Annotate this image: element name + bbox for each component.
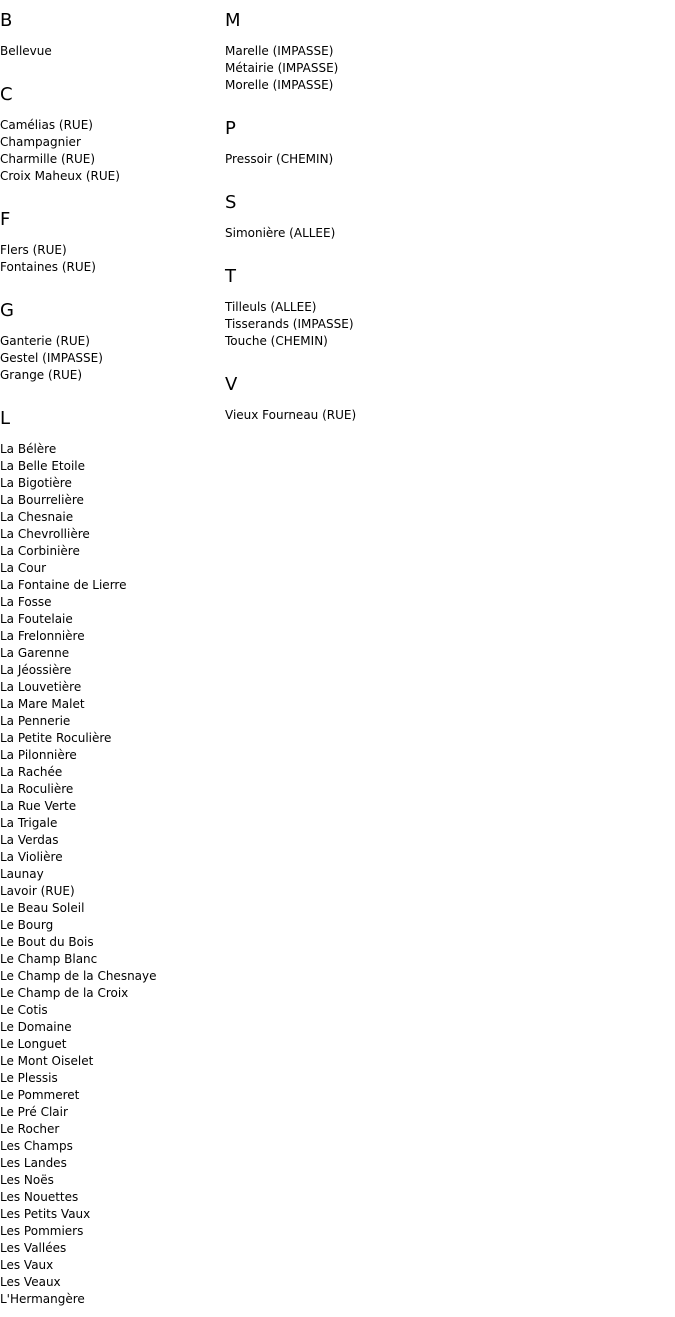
letter-group-f bbox=[0, 208, 220, 276]
street-item: Le Bout du Bois bbox=[0, 935, 94, 949]
street-item: Les Pommiers bbox=[0, 1224, 84, 1238]
street-item: Vieux Fourneau (RUE) bbox=[225, 408, 357, 422]
street-item: Launay bbox=[0, 867, 44, 881]
street-item: Morelle (IMPASSE) bbox=[225, 78, 334, 92]
group-spacer bbox=[225, 350, 485, 373]
left-column bbox=[0, 9, 220, 1308]
street-item: La Pennerie bbox=[0, 714, 71, 728]
street-item: La Bourrelière bbox=[0, 493, 84, 507]
street-item: La Petite Roculière bbox=[0, 731, 112, 745]
letter-group-s bbox=[225, 191, 485, 242]
group-spacer bbox=[225, 242, 485, 265]
street-item: Le Cotis bbox=[0, 1003, 48, 1017]
street-item: Les Vallées bbox=[0, 1241, 67, 1255]
street-list bbox=[0, 43, 220, 60]
street-item: La Verdas bbox=[0, 833, 59, 847]
street-item: Ganterie (RUE) bbox=[0, 334, 90, 348]
letter-group-b bbox=[0, 9, 220, 60]
street-item: Le Beau Soleil bbox=[0, 901, 85, 915]
street-item: Les Noës bbox=[0, 1173, 54, 1187]
letter-group-v bbox=[225, 373, 485, 424]
street-item: L'Hermangère bbox=[0, 1292, 85, 1306]
street-item: Le Mont Oiselet bbox=[0, 1054, 94, 1068]
street-item: Le Champ de la Croix bbox=[0, 986, 129, 1000]
street-item: Le Domaine bbox=[0, 1020, 72, 1034]
street-item: Charmille (RUE) bbox=[0, 152, 96, 166]
letter-group-g bbox=[0, 299, 220, 384]
street-item: La Belle Etoile bbox=[0, 459, 86, 473]
letter-group-l bbox=[0, 407, 220, 1308]
street-item: Pressoir (CHEMIN) bbox=[225, 152, 334, 166]
street-item: Flers (RUE) bbox=[0, 243, 67, 257]
letter-heading: L bbox=[0, 408, 11, 429]
street-item: Lavoir (RUE) bbox=[0, 884, 75, 898]
street-list bbox=[225, 299, 485, 350]
group-spacer bbox=[225, 168, 485, 191]
letter-heading: F bbox=[0, 209, 11, 230]
street-item: Les Veaux bbox=[0, 1275, 61, 1289]
street-item: Tisserands (IMPASSE) bbox=[225, 317, 354, 331]
street-item: Grange (RUE) bbox=[0, 368, 83, 382]
street-item: La Bélère bbox=[0, 442, 57, 456]
street-item: Le Champ de la Chesnaye bbox=[0, 969, 157, 983]
street-list bbox=[225, 225, 485, 242]
street-item: Simonière (ALLEE) bbox=[225, 226, 336, 240]
street-item: Le Rocher bbox=[0, 1122, 60, 1136]
street-item: La Fontaine de Lierre bbox=[0, 578, 127, 592]
street-item: La Mare Malet bbox=[0, 697, 85, 711]
street-item: Métairie (IMPASSE) bbox=[225, 61, 339, 75]
street-item: La Garenne bbox=[0, 646, 70, 660]
street-list bbox=[0, 242, 220, 276]
street-item: Le Plessis bbox=[0, 1071, 58, 1085]
letter-group-m bbox=[225, 9, 485, 94]
street-item: Le Pré Clair bbox=[0, 1105, 68, 1119]
letter-heading: B bbox=[0, 10, 13, 31]
group-spacer bbox=[0, 384, 220, 407]
street-item: La Jéossière bbox=[0, 663, 72, 677]
street-item: La Trigale bbox=[0, 816, 58, 830]
group-spacer bbox=[0, 276, 220, 299]
letter-heading: P bbox=[225, 118, 236, 139]
street-item: Les Landes bbox=[0, 1156, 67, 1170]
street-item: Camélias (RUE) bbox=[0, 118, 93, 132]
street-item: La Violière bbox=[0, 850, 63, 864]
street-item: La Rue Verte bbox=[0, 799, 77, 813]
street-item: La Pilonnière bbox=[0, 748, 77, 762]
street-item: Touche (CHEMIN) bbox=[225, 334, 328, 348]
letter-heading: S bbox=[225, 192, 237, 213]
group-spacer bbox=[225, 94, 485, 117]
street-list bbox=[225, 407, 485, 424]
letter-group-t bbox=[225, 265, 485, 350]
street-item: La Louvetière bbox=[0, 680, 82, 694]
right-column bbox=[225, 9, 485, 424]
street-item: Les Champs bbox=[0, 1139, 73, 1153]
letter-heading: C bbox=[0, 84, 13, 105]
street-item: Champagnier bbox=[0, 135, 81, 149]
street-item: Le Longuet bbox=[0, 1037, 67, 1051]
group-spacer bbox=[0, 60, 220, 83]
street-item: La Foutelaie bbox=[0, 612, 73, 626]
letter-heading: V bbox=[225, 374, 238, 395]
letter-heading: T bbox=[225, 266, 236, 287]
street-item: Le Bourg bbox=[0, 918, 54, 932]
street-item: Tilleuls (ALLEE) bbox=[225, 300, 317, 314]
street-list bbox=[0, 333, 220, 384]
street-item: Le Pommeret bbox=[0, 1088, 80, 1102]
street-item: Les Nouettes bbox=[0, 1190, 79, 1204]
street-item: Gestel (IMPASSE) bbox=[0, 351, 103, 365]
street-item: Bellevue bbox=[0, 44, 52, 58]
letter-heading: M bbox=[225, 10, 241, 31]
street-item: La Rachée bbox=[0, 765, 63, 779]
street-item: La Bigotière bbox=[0, 476, 72, 490]
street-item: Le Champ Blanc bbox=[0, 952, 98, 966]
street-item: La Corbinière bbox=[0, 544, 80, 558]
street-item: Fontaines (RUE) bbox=[0, 260, 96, 274]
street-item: La Chevrollière bbox=[0, 527, 90, 541]
street-list bbox=[225, 151, 485, 168]
group-spacer bbox=[0, 185, 220, 208]
street-list bbox=[0, 117, 220, 185]
street-item: Marelle (IMPASSE) bbox=[225, 44, 334, 58]
street-item: La Fosse bbox=[0, 595, 52, 609]
letter-group-p bbox=[225, 117, 485, 168]
street-item: Les Vaux bbox=[0, 1258, 54, 1272]
street-item: La Cour bbox=[0, 561, 47, 575]
street-item: La Roculière bbox=[0, 782, 74, 796]
street-list bbox=[0, 441, 220, 1308]
street-item: Les Petits Vaux bbox=[0, 1207, 91, 1221]
street-item: La Frelonnière bbox=[0, 629, 85, 643]
letter-group-c bbox=[0, 83, 220, 185]
street-item: Croix Maheux (RUE) bbox=[0, 169, 120, 183]
street-item: La Chesnaie bbox=[0, 510, 74, 524]
street-list bbox=[225, 43, 485, 94]
letter-heading: G bbox=[0, 300, 14, 321]
